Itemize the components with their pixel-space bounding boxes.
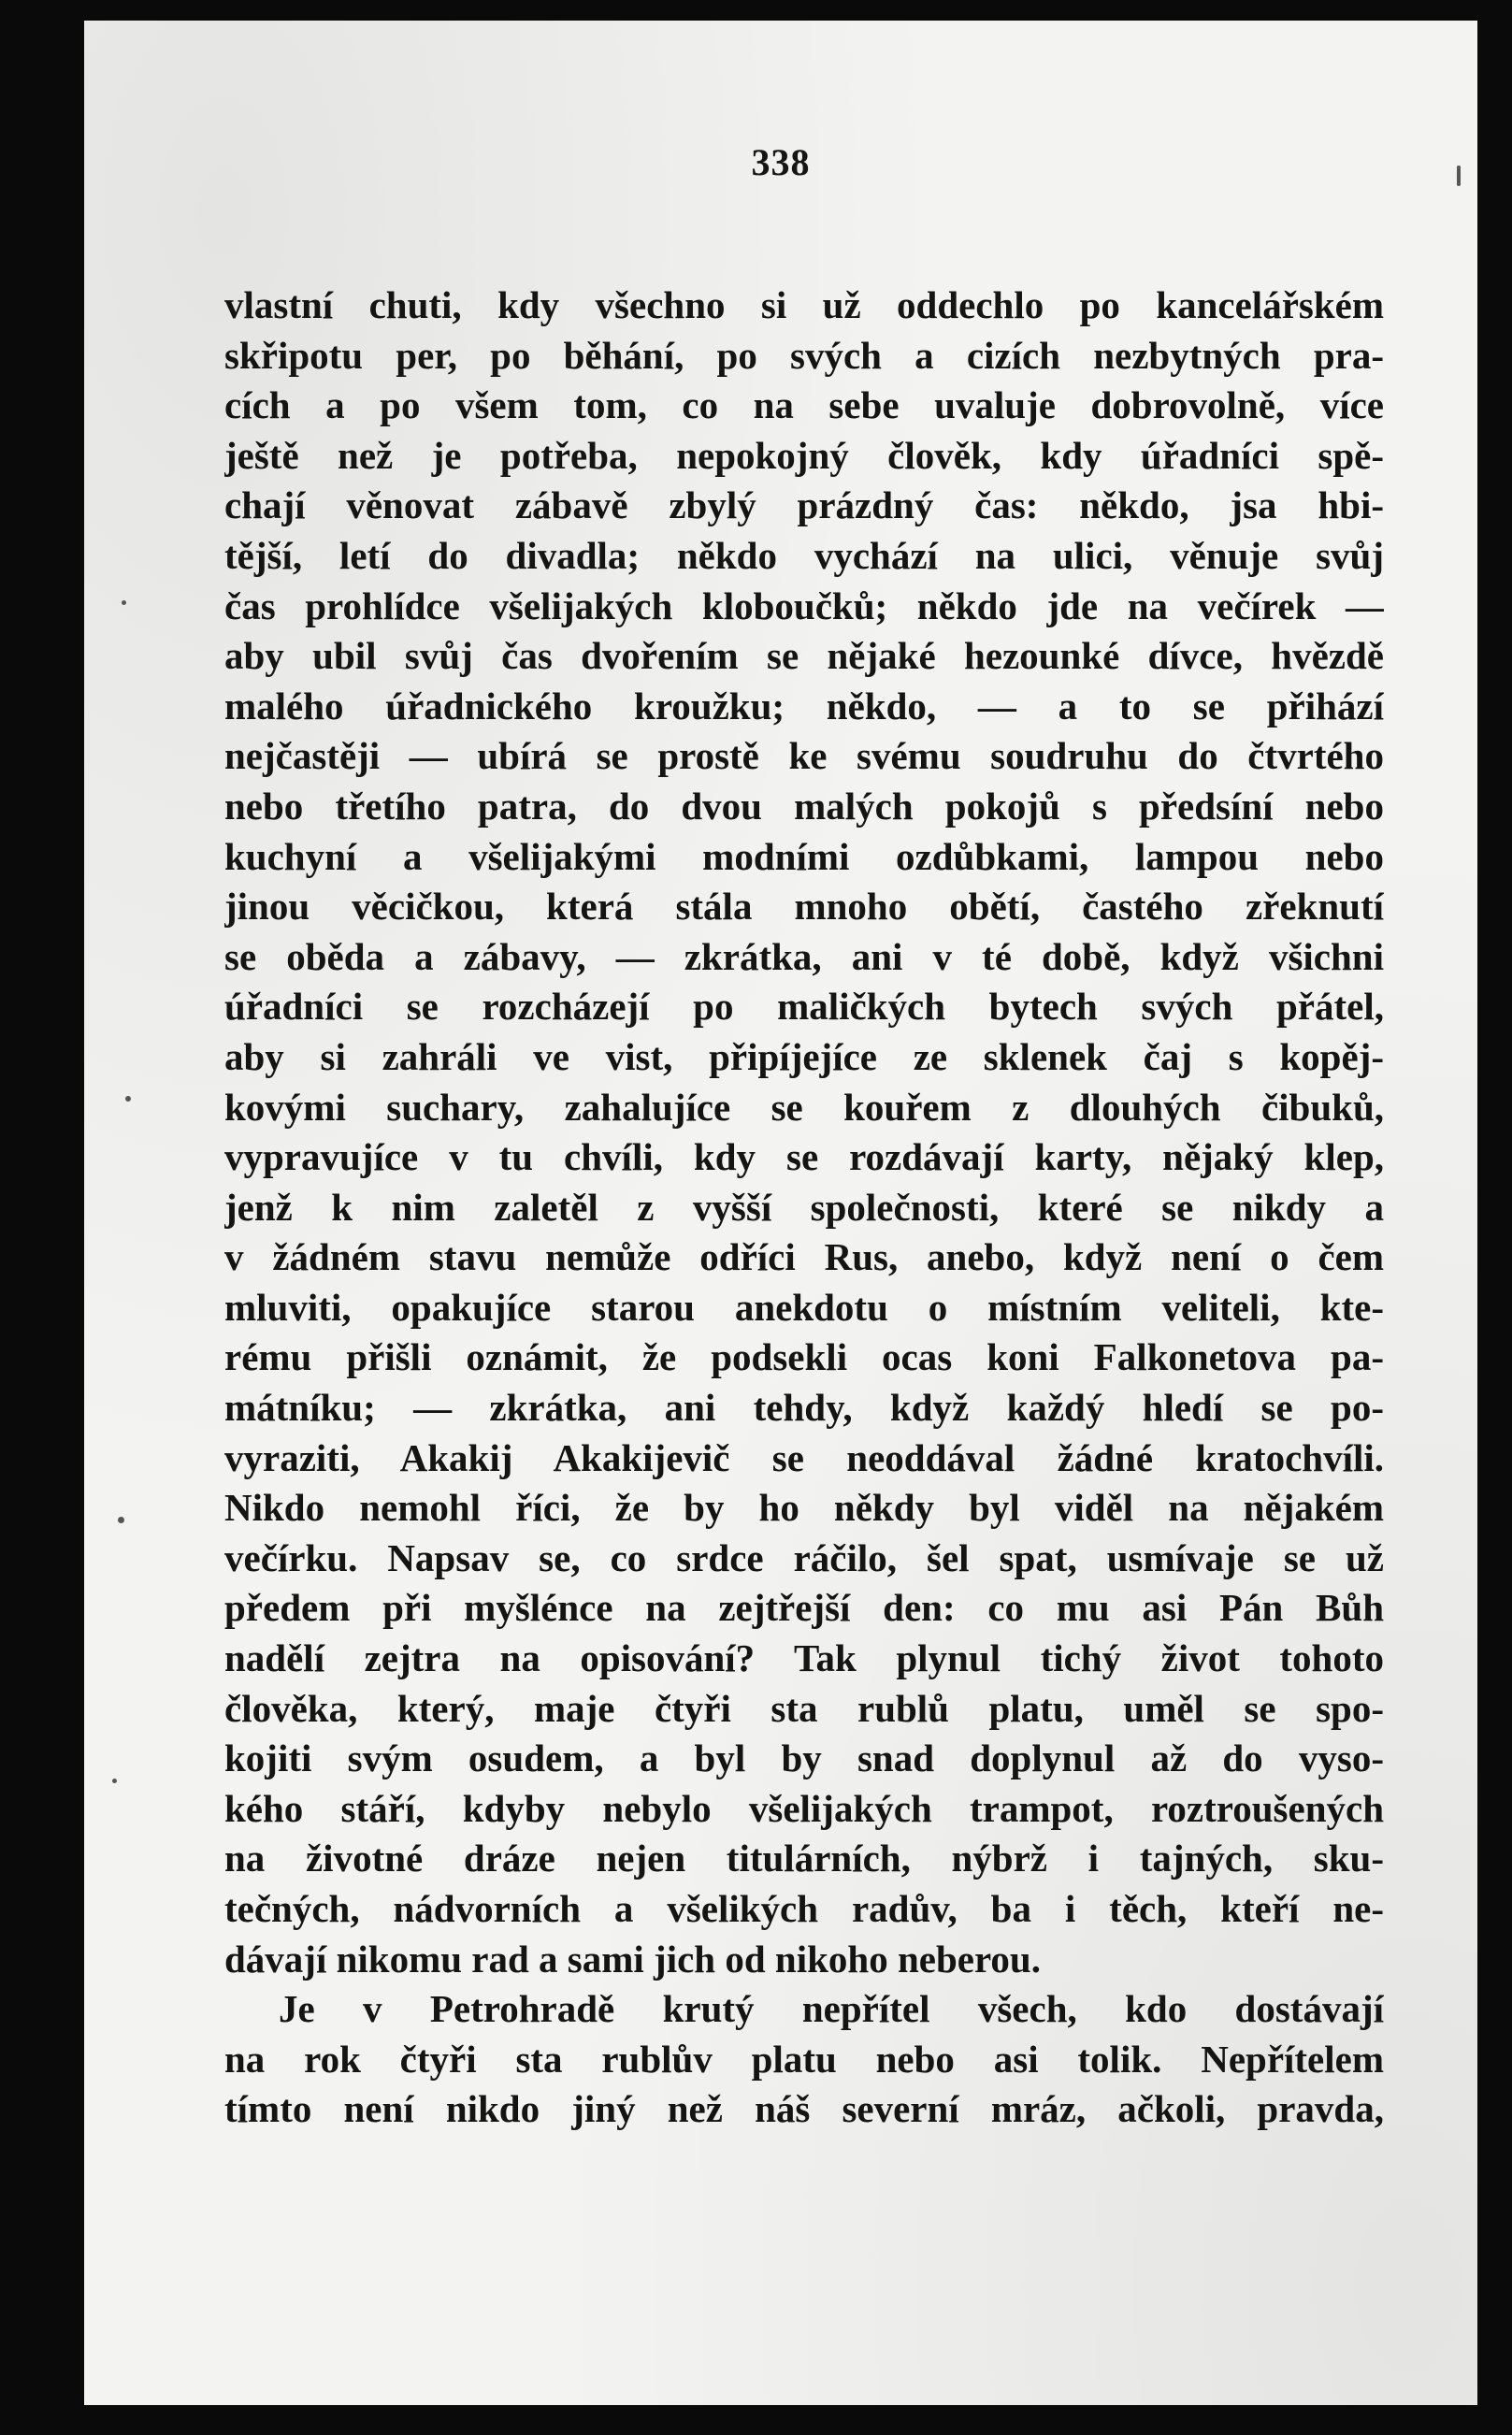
- text-line: malého úřadnického kroužku; někdo, — a to se přihází: [224, 684, 1384, 728]
- text-line: rému přišli oznámit, že podsekli ocas koni Falkonetova pa-: [224, 1335, 1384, 1379]
- text-line: tímto není nikdo jiný než náš severní mráz, ačkoli, pravda,: [224, 2087, 1384, 2131]
- text-line: cích a po všem tom, co na sebe uvaluje dobrovolně, více: [224, 383, 1384, 427]
- text-line: nebo třetího patra, do dvou malých pokojů s předsíní nebo: [224, 784, 1384, 828]
- text-line: vyraziti, Akakij Akakijevič se neoddával žádné kratochvíli.: [224, 1435, 1384, 1479]
- text-line: dávají nikomu rad a sami jich od nikoho neberou.: [224, 1937, 1041, 1981]
- text-line: čas prohlídce všelijakých kloboučků; někdo jde na večírek —: [224, 584, 1384, 627]
- text-line: chají věnovat zábavě zbylý prázdný čas: někdo, jsa hbi-: [224, 483, 1384, 527]
- text-line: na životné dráze nejen titulárních, nýbrž i tajných, sku-: [224, 1837, 1384, 1880]
- paper-speck: [122, 600, 126, 605]
- paper-speck: [1457, 166, 1461, 186]
- text-line: předem při myšlénce na zejtřejší den: co mu asi Pán Bůh: [224, 1586, 1384, 1630]
- text-line: aby ubil svůj čas dvořením se nějaké hezounké dívce, hvězdě: [224, 634, 1384, 678]
- text-line: Nikdo nemohl říci, že by ho někdy byl viděl na nějakém: [224, 1486, 1384, 1530]
- text-line: nadělí zejtra na opisování? Tak plynul tichý život tohoto: [224, 1636, 1384, 1680]
- text-line: jenž k nim zaletěl z vyšší společnosti, které se nikdy a: [224, 1185, 1384, 1229]
- text-line: člověka, který, maje čtyři sta rublů platu, uměl se spo-: [224, 1686, 1384, 1730]
- text-line: kuchyní a všelijakými modními ozdůbkami, lampou nebo: [224, 834, 1384, 878]
- paper-speck: [112, 1779, 117, 1783]
- text-line: vlastní chuti, kdy všechno si už oddechlo po kancelářském: [224, 283, 1384, 326]
- text-line: tečných, nádvorních a všelikých radův, ba i těch, kteří ne-: [224, 1887, 1384, 1930]
- text-line: nejčastěji — ubírá se prostě ke svému soudruhu do čtvrtého: [224, 734, 1384, 778]
- text-line: tější, letí do divadla; někdo vychází na ulici, věnuje svůj: [224, 533, 1384, 577]
- page-number: 338: [751, 141, 811, 183]
- text-line: kého stáří, kdyby nebylo všelijakých trampot, roztroušených: [224, 1786, 1384, 1830]
- text-line: aby si zahráli ve vist, připíjejíce ze sklenek čaj s kopěj-: [224, 1034, 1384, 1078]
- text-line: kojiti svým osudem, a byl by snad doplynul až do vyso-: [224, 1736, 1384, 1780]
- text-line: se oběda a zábavy, — zkrátka, ani v té době, když všichni: [224, 934, 1384, 978]
- text-line: mátníku; — zkrátka, ani tehdy, když každý hledí se po-: [224, 1386, 1384, 1430]
- text-line: na rok čtyři sta rublův platu nebo asi tolik. Nepřítelem: [224, 2037, 1384, 2081]
- text-line: skřipotu per, po běhání, po svých a cizích nezbytných pra-: [224, 333, 1384, 377]
- text-line: Je v Petrohradě krutý nepřítel všech, kdo dostávají: [279, 1987, 1384, 2031]
- text-line: úřadníci se rozcházejí po maličkých bytech svých přátel,: [224, 985, 1384, 1029]
- text-line: mluviti, opakujíce starou anekdotu o místním veliteli, kte-: [224, 1285, 1384, 1329]
- body-text: [224, 281, 1384, 2135]
- text-line: kovými suchary, zahalujíce se kouřem z dlouhých čibuků,: [224, 1085, 1384, 1129]
- text-line: večírku. Napsav se, co srdce ráčilo, šel spat, usmívaje se už: [224, 1535, 1384, 1579]
- text-line: vypravujíce v tu chvíli, kdy se rozdávají karty, nějaký klep,: [224, 1135, 1384, 1179]
- text-line: jinou věcičkou, která stála mnoho obětí, častého zřeknutí: [224, 885, 1384, 929]
- text-line: v žádném stavu nemůže odříci Rus, anebo, když není o čem: [224, 1235, 1384, 1279]
- text-line: ještě než je potřeba, nepokojný člověk, kdy úřadníci spě-: [224, 433, 1384, 477]
- paper-speck: [125, 1096, 131, 1102]
- paper-speck: [118, 1517, 124, 1523]
- book-page: [84, 21, 1477, 2405]
